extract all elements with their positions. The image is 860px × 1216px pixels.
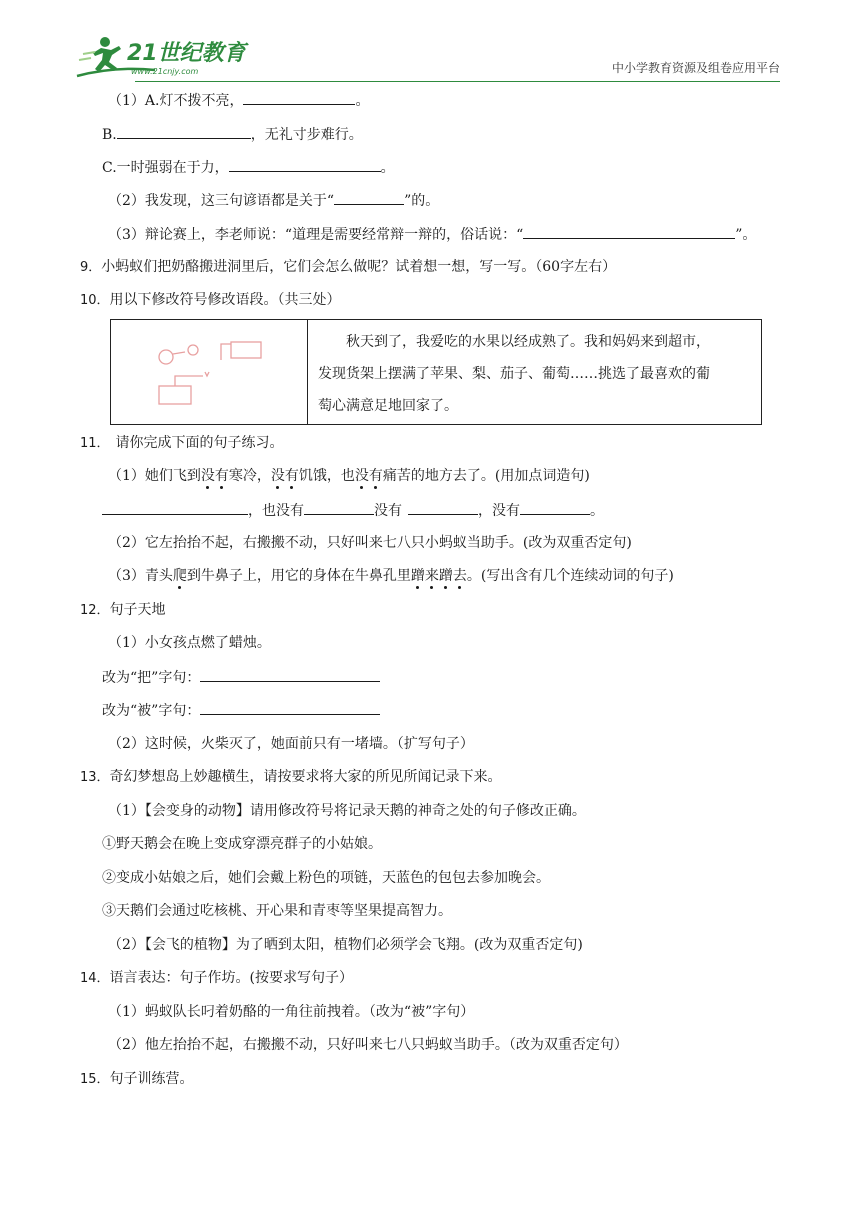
answer-blank[interactable]: [200, 700, 380, 715]
question-10: 10．用以下修改符号修改语段。（共三处）: [80, 292, 341, 308]
answer-blank[interactable]: [334, 190, 404, 205]
21cnjy-logo: [75, 36, 255, 80]
q8-item-a: （1）A.灯不拨不亮， 。: [108, 90, 369, 111]
q13-sentence-3: ③天鹅们会通过吃核桃、开心果和青枣等坚果提高智力。: [102, 903, 452, 919]
q8-part-2: （2）我发现，这三句谚语都是关于“ ”的。: [108, 190, 439, 211]
q11-fill-line: ，也没有 没有 ，没有 。: [102, 500, 604, 521]
answer-blank[interactable]: [243, 90, 355, 105]
logo-text: 21世纪教育: [127, 41, 246, 66]
question-13: 13．奇幻梦想岛上妙趣横生，请按要求将大家的所见所闻记录下来。: [80, 769, 502, 785]
q12-ba-sentence: 改为“把”字句：: [102, 667, 380, 688]
passage-line: 萄心满意足地回家了。: [318, 398, 458, 414]
question-12: 12．句子天地: [80, 602, 166, 618]
q14-part-1: （1）蚂蚁队长叼着奶酪的一角往前拽着。（改为“被”字句）: [108, 1004, 475, 1020]
q8-part-3: （3）辩论赛上，李老师说：“道理是需要经常辩一辩的，俗话说：“ ”。: [108, 224, 756, 245]
question-14: 14．语言表达：句子作坊。(按要求写句子）: [80, 970, 354, 986]
q11-part-1: （1）她们飞到没有寒冷，没有饥饿，也没有痛苦的地方去了。(用加点词造句): [108, 468, 590, 484]
question-11: 11． 请你完成下面的句子练习。: [80, 435, 284, 451]
revision-symbols-icon: [111, 320, 306, 423]
q13-part-2: （2）【会飞的植物】为了晒到太阳，植物们必须学会飞翔。(改为双重否定句): [108, 937, 583, 953]
q11-part-3: （3）青头爬到牛鼻子上，用它的身体在牛鼻孔里蹭来蹭去。(写出含有几个连续动词的句子): [108, 568, 674, 584]
q13-sentence-2: ②变成小姑娘之后，她们会戴上粉色的项链，天蓝色的包包去参加晚会。: [102, 870, 550, 886]
q12-bei-sentence: 改为“被”字句：: [102, 700, 380, 721]
answer-blank[interactable]: [200, 667, 380, 682]
q14-part-2: （2）他左抬抬不起，右搬搬不动，只好叫来七八只蚂蚁当助手。（改为双重否定句）: [108, 1037, 628, 1053]
logo-url: www.21cnjy.com: [131, 67, 199, 76]
question-9: 9．小蚂蚁们把奶酪搬进洞里后，它们会怎么做呢？试着想一想，写一写。（60字左右）: [80, 259, 617, 275]
answer-blank[interactable]: [520, 500, 590, 515]
q13-sentence-1: ①野天鹅会在晚上变成穿漂亮群子的小姑娘。: [102, 836, 382, 852]
dotted-word: 没有: [270, 468, 299, 484]
dotted-word: 蹭来蹭去: [410, 568, 467, 584]
q12-part-1: （1）小女孩点燃了蜡烛。: [108, 635, 271, 651]
q12-part-2: （2）这时候，火柴灭了，她面前只有一堵墙。（扩写句子）: [108, 736, 474, 752]
passage-cell: [310, 320, 761, 424]
dotted-word: 没有: [354, 468, 383, 484]
passage-line: 秋天到了，我爱吃的水果以经成熟了。我和妈妈来到超市，: [346, 334, 710, 350]
revision-symbols-cell: [111, 320, 308, 424]
q11-part-2: （2）它左抬抬不起，右搬搬不动，只好叫来七八只小蚂蚁当助手。(改为双重否定句): [108, 535, 632, 551]
q13-part-1: （1）【会变身的动物】请用修改符号将记录天鹅的神奇之处的句子修改正确。: [108, 803, 586, 819]
platform-title: 中小学教育资源及组卷应用平台: [611, 61, 780, 75]
dotted-word: 爬: [172, 568, 187, 584]
answer-blank[interactable]: [102, 500, 248, 515]
revision-table: [110, 319, 762, 425]
dotted-word: 没有: [200, 468, 229, 484]
answer-blank[interactable]: [304, 500, 374, 515]
page-header: [75, 36, 780, 82]
header-divider: [135, 81, 780, 82]
q8-item-b: B. ，无礼寸步难行。: [102, 124, 363, 145]
answer-blank[interactable]: [117, 124, 251, 139]
answer-blank[interactable]: [408, 500, 478, 515]
passage-line: 发现货架上摆满了苹果、梨、茄子、葡萄……挑选了最喜欢的葡: [318, 366, 710, 382]
answer-blank[interactable]: [229, 157, 381, 172]
answer-blank[interactable]: [523, 224, 735, 239]
q8-item-c: C.一时强弱在于力， 。: [102, 157, 395, 178]
question-15: 15．句子训练营。: [80, 1071, 194, 1087]
